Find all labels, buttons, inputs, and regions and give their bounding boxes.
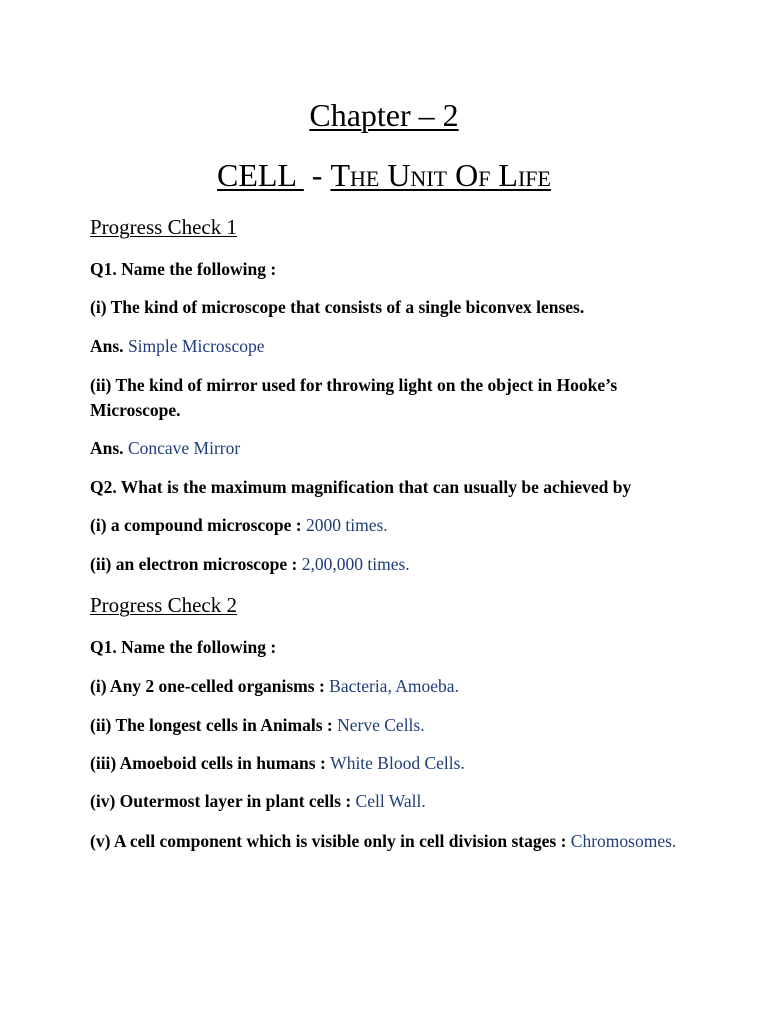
question-line: [90, 257, 690, 282]
question-answer-line: [90, 513, 690, 538]
question-answer-line: [90, 674, 690, 699]
question-line: [90, 373, 690, 423]
title-separator: -: [303, 157, 331, 193]
answer-text: 2,00,000 times.: [301, 554, 410, 574]
section-heading-progress-check-1: [90, 214, 237, 240]
question-text: (ii) an electron microscope :: [90, 554, 302, 574]
question-line: [90, 635, 690, 660]
question-line: [90, 295, 690, 320]
question-answer-line: [90, 751, 690, 776]
question-answer-line: [90, 829, 690, 854]
title-subtitle: The Unit Of Life: [330, 157, 551, 193]
question-answer-line: [90, 713, 690, 738]
answer-text: 2000 times.: [305, 515, 388, 535]
chapter-title-text: Chapter – 2: [309, 97, 459, 133]
question-text: (i) Any 2 one-celled organisms :: [90, 676, 330, 696]
question-line: [90, 475, 690, 500]
question-text: (v) A cell component which is visible only in cell division stages :: [90, 831, 571, 851]
answer-text: Cell Wall.: [355, 791, 426, 811]
answer-text: Bacteria, Amoeba.: [329, 676, 459, 696]
answer-text: White Blood Cells.: [330, 753, 465, 773]
question-text: (i) The kind of microscope that consists of a single biconvex lenses.: [90, 297, 585, 317]
page-title: [0, 155, 768, 195]
title-main: CELL: [217, 157, 304, 193]
question-text: (ii) The longest cells in Animals :: [90, 715, 338, 735]
answer-text: Simple Microscope: [127, 336, 265, 356]
question-text: Q1. Name the following :: [90, 259, 277, 279]
answer-line: [90, 334, 690, 359]
section-heading-progress-check-2: [90, 592, 237, 618]
question-text: Q1. Name the following :: [90, 637, 277, 657]
section-heading-text: Progress Check 2: [90, 593, 237, 617]
answer-line: [90, 436, 690, 461]
answer-text: Concave Mirror: [127, 438, 241, 458]
question-text: (i) a compound microscope :: [90, 515, 306, 535]
question-text: (iii) Amoeboid cells in humans :: [90, 753, 331, 773]
answer-text: Nerve Cells.: [337, 715, 425, 735]
answer-label: Ans.: [90, 438, 128, 458]
question-text: Q2. What is the maximum magnification that can usually be achieved by: [90, 477, 632, 497]
question-answer-line: [90, 552, 690, 577]
question-text: (ii) The kind of mirror used for throwing light on the object in Hooke’s Microscope.: [90, 375, 618, 420]
answer-label: Ans.: [90, 336, 128, 356]
question-answer-line: [90, 789, 690, 814]
answer-text: Chromosomes.: [570, 831, 677, 851]
chapter-title: [0, 95, 768, 135]
question-text: (iv) Outermost layer in plant cells :: [90, 791, 356, 811]
section-heading-text: Progress Check 1: [90, 215, 237, 239]
